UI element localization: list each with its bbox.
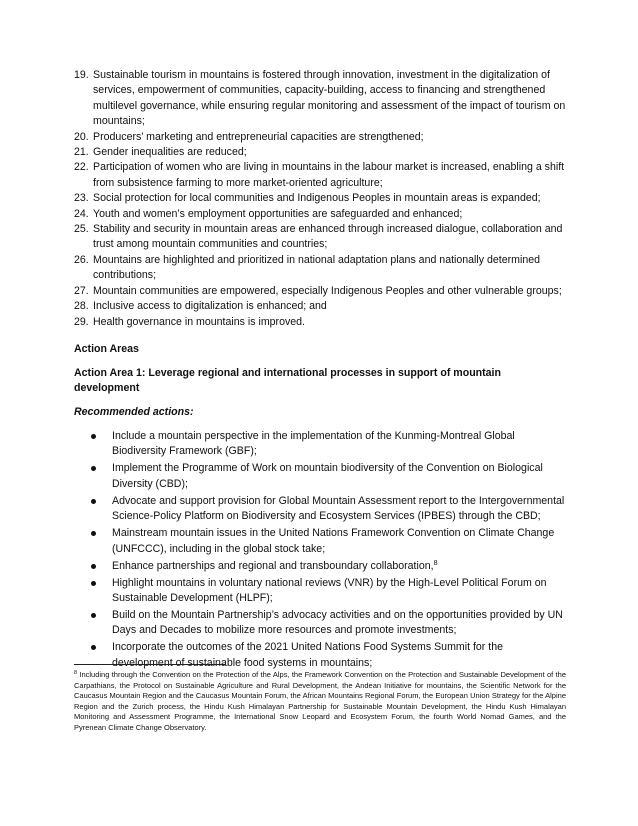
item-number: 29. (74, 315, 89, 328)
bullet-icon (91, 531, 96, 536)
list-item (74, 299, 566, 314)
action-area-1-heading: Action Area 1: Leverage regional and international processes in support of mountain development (74, 366, 501, 394)
bullet-item (74, 608, 566, 639)
bullet-icon (91, 581, 96, 586)
bullet-item (74, 559, 566, 574)
footnote-ref[interactable]: 8 (433, 559, 438, 567)
bullet-text: Implement the Programme of Work on mountain biodiversity of the Convention on Biological Diversity (CBD); (112, 462, 543, 490)
item-number: 24. (74, 207, 89, 220)
list-item (74, 68, 566, 130)
bullet-icon (91, 466, 96, 471)
bullet-icon (91, 613, 96, 618)
bullet-item (74, 461, 566, 492)
item-text: Inclusive access to digitalization is enhanced; and (93, 300, 327, 313)
item-text: Gender inequalities are reduced; (93, 146, 247, 159)
list-item (74, 284, 566, 299)
bullet-text: Enhance partnerships and regional and transboundary collaboration, (112, 559, 434, 572)
list-item (74, 207, 566, 222)
recommended-actions-list (74, 429, 566, 671)
bullet-text: Build on the Mountain Partnership’s advocacy activities and on the opportunities provided by UN Days and Decades to mobilize more resources and promote investments; (112, 608, 563, 637)
bullet-icon (91, 645, 96, 650)
list-item (74, 130, 566, 145)
item-number: 20. (74, 130, 89, 143)
item-number: 28. (74, 300, 89, 313)
list-item (74, 191, 566, 206)
page-body (74, 68, 566, 673)
bullet-item (74, 640, 566, 671)
bullet-icon (91, 499, 96, 504)
item-text: Stability and security in mountain areas are enhanced through increased dialogue, collaboration and trust among mountain communities and countries; (93, 223, 563, 251)
item-number: 19. (74, 69, 89, 81)
bullet-icon (91, 434, 96, 439)
item-number: 27. (74, 284, 89, 297)
item-number: 25. (74, 223, 89, 236)
item-text: Social protection for local communities and Indigenous Peoples in mountain areas is expanded; (93, 192, 541, 205)
item-number: 22. (74, 161, 89, 174)
bullet-text: Include a mountain perspective in the implementation of the Kunming-Montreal Global Biodiversity Framework (GBF); (112, 429, 515, 458)
item-number: 21. (74, 146, 89, 159)
item-text: Health governance in mountains is improved. (93, 315, 305, 328)
footnote-text: Including through the Convention on the Protection of the Alps, the Framework Convention on the Protection and Sustainable Development of the Carpathians, the Protocol on Sustainable Agriculture and Rural Development, the Andean Initiative for mountains, the Scientific Network for the Caucasus Mountain Region and the Caucasus Mountain Forum, the African Mountains Regional Forum, the European Union Strategy for the Alpine Region and the Zurich process, the Hindu Kush Himalayan Partnership for Sustainable Mountain Development, the Hindu Kush Himalayan Monitoring and Assessment Programme, the International Snow Leopard and Ecosystem Forum, the fourth World Nomad Games, and the Pyrenean Climate Change Observatory. (74, 670, 566, 732)
footnote-divider (74, 664, 226, 665)
bullet-icon (91, 564, 96, 569)
item-text: Sustainable tourism in mountains is fostered through innovation, investment in the digitalization of services, empowerment of communities, capacity-building, access to financing and strengthened multilevel governance, while ensuring regular monitoring and assessment of the impact of tourism on mountains; (93, 69, 566, 128)
bullet-text: Incorporate the outcomes of the 2021 United Nations Food Systems Summit for the development of sustainable food systems in mountains; (112, 641, 503, 669)
item-text: Participation of women who are living in mountains in the labour market is increased, enabling a shift from subsistence farming to more market-oriented agriculture; (93, 161, 565, 189)
item-text: Youth and women’s employment opportunities are safeguarded and enhanced; (93, 207, 463, 220)
item-text: Producers’ marketing and entrepreneurial capacities are strengthened; (93, 130, 424, 143)
item-text: Mountain communities are empowered, especially Indigenous Peoples and other vulnerable groups; (93, 284, 562, 297)
footnote-marker: 8 (74, 670, 78, 676)
bullet-text: Mainstream mountain issues in the United Nations Framework Convention on Climate Change (UNFCCC), including in the global stock take; (112, 527, 555, 555)
bullet-text: Advocate and support provision for Global Mountain Assessment report to the Intergovernmental Science-Policy Platform on Biodiversity and Ecosystem Services (IPBES) through the CBD; (112, 494, 565, 523)
list-item (74, 145, 566, 160)
recommended-actions-heading: Recommended actions: (74, 405, 194, 418)
item-number: 23. (74, 192, 89, 205)
bullet-item (74, 494, 566, 525)
bullet-item (74, 526, 566, 557)
list-item (74, 253, 566, 284)
list-item (74, 315, 566, 330)
bullet-item (74, 576, 566, 607)
item-number: 26. (74, 253, 89, 266)
bullet-text: Highlight mountains in voluntary national reviews (VNR) by the High-Level Political Forum on Sustainable Development (HLPF); (112, 576, 547, 604)
list-item (74, 160, 566, 191)
list-item (74, 222, 566, 253)
item-text: Mountains are highlighted and prioritized in national adaptation plans and nationally determined contributions; (93, 253, 541, 282)
action-areas-heading: Action Areas (74, 342, 139, 355)
outcomes-list (74, 68, 566, 330)
bullet-item (74, 429, 566, 460)
footnote (74, 670, 566, 734)
